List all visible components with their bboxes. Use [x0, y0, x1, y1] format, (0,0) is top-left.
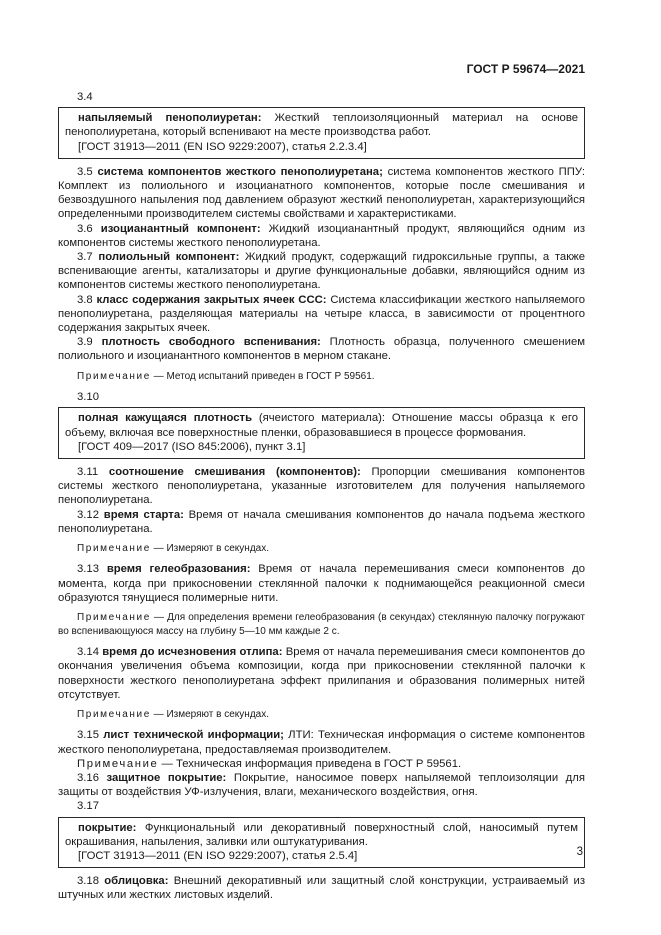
term-3-6: изоцианантный компонент: — [100, 222, 261, 235]
term-3-14: время до исчезновения отлипа: — [102, 646, 283, 659]
source-3-17: [ГОСТ 31913—2011 (EN ISO 9229:2007), статья 2.5.4] — [78, 850, 358, 863]
note-3-9: Примечание — Метод испытаний приведен в ГОСТ Р 59561. — [77, 370, 375, 382]
term-3-18: облицовка: — [104, 875, 169, 888]
definition-3-11: 3.11 соотношение смешивания (компонентов): Пропорции смешивания компонентов системы жесткого пенополиуретана, указанные изготовителем для получения напыляемого пенополиуретана. — [58, 465, 586, 507]
term-3-13: время гелеобразования: — [106, 563, 251, 576]
note-3-14: Примечание — Измеряют в секундах. — [77, 708, 269, 720]
definition-box-3-10 — [58, 407, 585, 459]
term-3-9: плотность свободного вспенивания: — [101, 336, 321, 349]
definition-3-9: 3.9 плотность свободного вспенивания: Плотность образца, полученного смешением полиольного и изоцианантного компонентов в мерном стакане. — [58, 336, 585, 363]
term-3-11: соотношение смешивания (компонентов): — [108, 465, 361, 478]
definition-3-15: 3.15 лист технической информации; ЛТИ: Техническая информация о системе компонентов жесткого пенополиуретана, предоставляемая производителем. — [58, 729, 586, 756]
definition-3-5: 3.5 система компонентов жесткого пенополиуретана; система компонентов жесткого ППУ: Комплект из полиольного и изоцианатного компонентов, которые после смешивания и безвоздушного напыления под давлением образуют жесткий пенополиуретан, характеризующийся определенными производителем системы свойствами и характеристиками. — [58, 165, 585, 221]
note-3-15: Примечание — Техническая информация приведена в ГОСТ Р 59561. — [77, 757, 462, 770]
definition-3-10: полная кажущаяся плотность (ячеистого материала): Отношение массы образца к его объему, включая все поверхностные пленки, образовавшиеся в процессе формования. — [65, 412, 578, 439]
definition-box-3-4 — [58, 107, 585, 159]
term-3-17: покрытие: — [78, 821, 137, 834]
term-3-5: система компонентов жесткого пенополиуретана; — [97, 165, 383, 178]
note-3-12: Примечание — Измеряют в секундах. — [77, 542, 269, 554]
term-3-10: полная кажущаяся плотность — [78, 412, 253, 425]
definition-3-18: 3.18 облицовка: Внешний декоративный или защитный слой конструкции, устраиваемый из штучных или жестких листовых изделий. — [58, 875, 586, 902]
term-3-8: класс содержания закрытых ячеек ССС: — [96, 293, 327, 306]
definition-3-16: 3.16 защитное покрытие: Покрытие, наносимое поверх напыляемой теплоизоляции для защиты от воздействия УФ-излучения, влаги, механического воздействия, огня. — [58, 772, 585, 799]
definition-3-4: напыляемый пенополиуретан: Жесткий теплоизоляционный материал на основе пенополиуретана, который вспенивают на месте производства работ. — [65, 112, 579, 139]
definition-3-13: 3.13 время гелеобразования: Время от начала перемешивания смеси компонентов до момента, когда при прикосновении стеклянной палочки к поднимающейся реакционной смеси образуются тянущиеся полимерные нити. — [58, 563, 585, 604]
term-3-16: защитное покрытие: — [106, 772, 227, 785]
definition-3-12: 3.12 время старта: Время от начала смешивания компонентов до начала подъема жесткого пенополиуретана. — [58, 508, 585, 535]
clause-number-3-10: 3.10 — [77, 391, 99, 404]
standard-header: ГОСТ Р 59674—2021 — [466, 62, 585, 76]
page-number: 3 — [576, 846, 583, 858]
term-3-7: полиольный компонент: — [98, 251, 240, 264]
definition-3-17: покрытие: Функциональный или декоративный поверхностный слой, наносимый путем окрашивания, напыления, заливки или оштукатуривания. — [65, 821, 578, 848]
definitions-section — [58, 90, 585, 903]
term-3-12: время старта: — [103, 508, 184, 521]
term-3-4: напыляемый пенополиуретан: — [78, 112, 262, 125]
definition-3-8: 3.8 класс содержания закрытых ячеек ССС: Система классификации жесткого напыляемого пенополиуретана, разделяющая материалы на четыре класса, в зависимости от процентного содержания закрытых ячеек. — [58, 293, 586, 335]
clause-number-3-4: 3.4 — [77, 91, 93, 103]
term-3-15: лист технической информации; — [103, 729, 284, 742]
source-3-10: [ГОСТ 409—2017 (ISO 845:2006), пункт 3.1] — [78, 440, 306, 453]
definition-3-14: 3.14 время до исчезновения отлипа: Время от начала перемешивания смеси компонентов до окончания увеличения объема композиции, когда при прикосновении стеклянной палочки к поверхности жесткого пенополиуретана эффект прилипания и образования полимерных нитей отсутствует. — [58, 646, 585, 701]
source-3-4: [ГОСТ 31913—2011 (EN ISO 9229:2007), статья 2.2.3.4] — [78, 140, 367, 153]
definition-3-7: 3.7 полиольный компонент: Жидкий продукт, содержащий гидроксильные группы, а также вспенивающие агенты, катализаторы и другие функциональные добавки, являющийся одним из компонентов системы жесткого пенополиуретана. — [58, 251, 585, 292]
definition-box-3-17 — [58, 817, 585, 869]
clause-number-3-17: 3.17 — [77, 800, 99, 813]
definition-3-6: 3.6 изоцианантный компонент: Жидкий изоцианантный продукт, являющийся одним из компонентов системы жесткого пенополиуретана. — [58, 222, 586, 249]
note-3-13: Примечание — Для определения времени гелеобразования (в секундах) стеклянную палочку погружают во вспенивающуюся массу на глубину 5—10 мм каждые 2 с. — [58, 612, 585, 637]
